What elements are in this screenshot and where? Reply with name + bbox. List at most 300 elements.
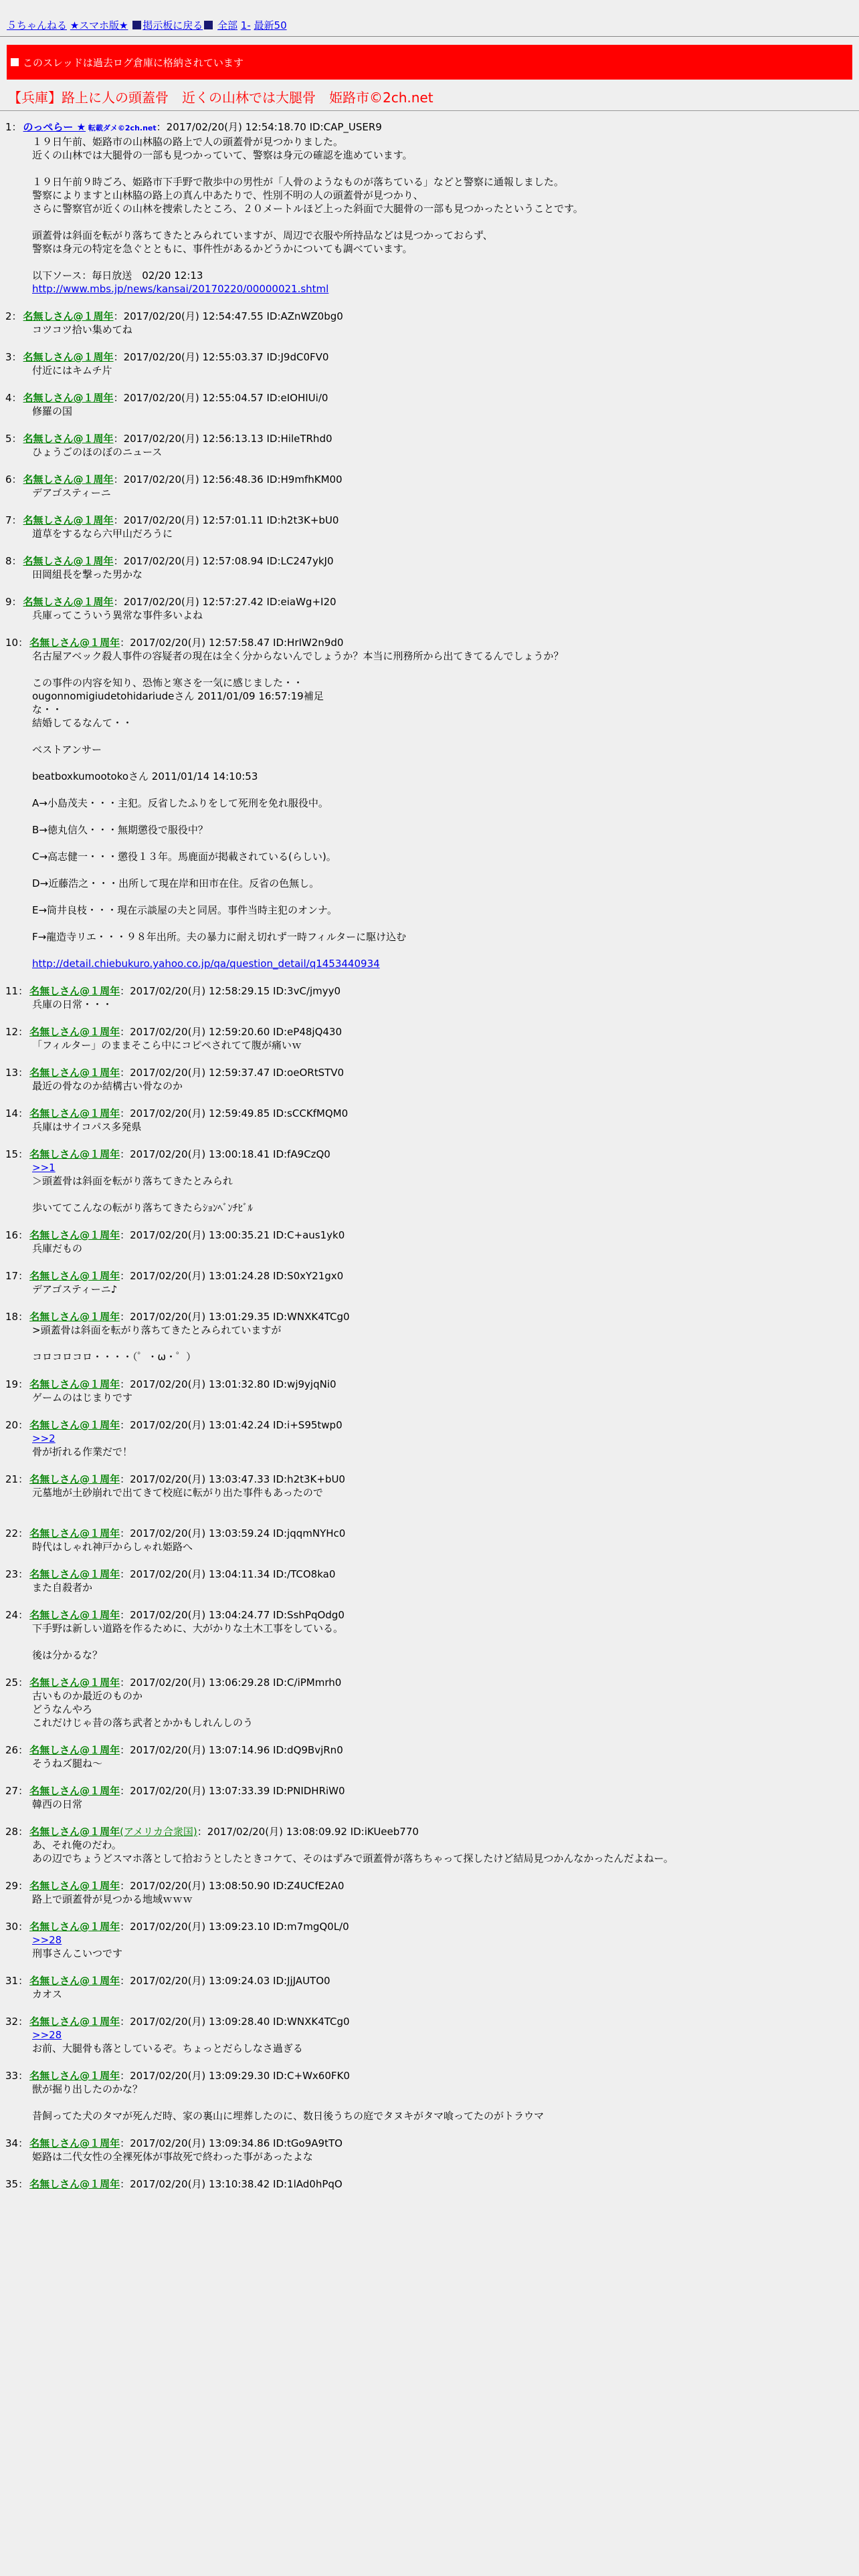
post-text-line: B→徳丸信久・・・無期懲役で服役中？ (32, 824, 208, 836)
post-text-line: 名古屋アベック殺人事件の容疑者の現在は全く分からないんでしょうか？本当に刑務所から出てきてるんでしょうか？ (32, 650, 564, 662)
post-text-line: 歩いててこんなの転がり落ちてきたらｼｮﾝﾍﾞﾝﾁﾋﾞﾙ (32, 1202, 253, 1214)
post-header (5, 2177, 859, 2191)
poster-name[interactable]: 名無しさん@１周年 (29, 1107, 120, 1119)
post-body (5, 2082, 859, 2123)
post-meta: ：2017/02/20(月) 13:01:24.28 ID:S0xY21gx0 (120, 1270, 344, 1282)
post (5, 1568, 859, 1594)
poster-name[interactable]: 名無しさん@１周年 (29, 1785, 120, 1797)
poster-name[interactable]: 名無しさん@１周年 (29, 1527, 120, 1539)
post (5, 1974, 859, 2001)
nav-smartphone-link[interactable]: ★スマホ版★ (70, 19, 128, 31)
post-header (5, 1228, 859, 1242)
post-header (5, 120, 859, 135)
nav-all-link[interactable]: 全部 (217, 19, 237, 31)
post-text-line: C→高志健一・・・懲役１３年。馬鹿面が掲載されている(らしい)。 (32, 851, 337, 863)
post-header (5, 1473, 859, 1486)
post-body (5, 405, 859, 418)
post-number: 12： (5, 1026, 29, 1038)
square-icon (132, 21, 141, 29)
post (5, 1743, 859, 1770)
post (5, 1527, 859, 1553)
post-body (5, 1283, 859, 1296)
post-text-line: 後は分かるな？ (32, 1649, 103, 1661)
post-number: 29： (5, 1880, 29, 1892)
poster-name[interactable]: 名無しさん@１周年 (29, 1378, 120, 1390)
post-text-line: 刑事さんこいつです (32, 1947, 123, 1959)
poster-name[interactable]: 名無しさん@１周年 (29, 1473, 120, 1485)
post-meta: ：2017/02/20(月) 12:56:48.36 ID:H9mfhKM00 (113, 473, 343, 486)
post-meta: ：2017/02/20(月) 13:10:38.42 ID:1lAd0hPqO (120, 2178, 343, 2190)
post-text-line: そうねズ腿ね〜 (32, 1757, 103, 1769)
poster-name[interactable]: 名無しさん@１周年 (23, 473, 114, 486)
post-number: 9： (5, 596, 22, 608)
post (5, 514, 859, 540)
post-text-line (32, 1635, 859, 1648)
post-text-line: >頭蓋骨は斜面を転がり落ちてきたとみられていますが (32, 1324, 282, 1336)
post (5, 1066, 859, 1093)
poster-name[interactable]: 名無しさん@１周年 (29, 985, 120, 997)
post-number: 16： (5, 1229, 29, 1241)
post-text-line: 兵庫の日常・・・ (32, 998, 113, 1010)
poster-name[interactable]: 名無しさん@１周年 (29, 1270, 120, 1282)
post-body (5, 527, 859, 540)
post (5, 2069, 859, 2123)
post-meta: ：2017/02/20(月) 13:01:32.80 ID:wj9yjqNi0 (120, 1378, 337, 1390)
post-number: 18： (5, 1311, 29, 1323)
post-number: 27： (5, 1785, 29, 1797)
post-number: 25： (5, 1677, 29, 1689)
post (5, 1676, 859, 1729)
post-number: 14： (5, 1107, 29, 1119)
post-header (5, 1784, 859, 1798)
post-header (5, 1025, 859, 1039)
post-body (5, 1120, 859, 1134)
post-number: 6： (5, 473, 22, 486)
post-number: 30： (5, 1921, 29, 1933)
post-body (5, 1757, 859, 1770)
post-text-line (32, 944, 859, 957)
post-number: 4： (5, 392, 22, 404)
post-text-line (32, 783, 859, 796)
poster-name[interactable]: 名無しさん@１周年 (29, 2070, 120, 2082)
post-body (5, 2028, 859, 2055)
poster-name[interactable]: 名無しさん@１周年 (29, 1067, 120, 1079)
post-text-line: お前、大腿骨も落としているぞ。ちょっとだらしなさ過ぎる (32, 2042, 303, 2054)
post-meta: ：2017/02/20(月) 12:59:37.47 ID:oeORtSTV0 (120, 1067, 345, 1079)
post-text-line: 昔飼ってた犬のタマが死んだ時、家の裏山に埋葬したのに、数日後うちの庭でタヌキがタマ喰ってたのがトラウマ (32, 2110, 545, 2122)
post-body (5, 649, 859, 970)
post-meta: ：2017/02/20(月) 12:57:08.94 ID:LC247ykJ0 (113, 555, 334, 567)
post-meta: ：2017/02/20(月) 13:06:29.28 ID:C/iPMmrh0 (120, 1677, 342, 1689)
post-header (5, 595, 859, 609)
post-text-line: １９日午前、姫路市の山林脇の路上で人の頭蓋骨が見つかりました。 (32, 136, 344, 148)
post-text-line: コロコロコロ・・・・（゜・ω・゜） (32, 1351, 197, 1363)
source-url-link[interactable]: http://detail.chiebukuro.yahoo.co.jp/qa/question_detail/q1453440934 (32, 958, 380, 970)
post-meta: ：2017/02/20(月) 12:55:04.57 ID:eIOHIUi/0 (113, 392, 328, 404)
thread-title: 【兵庫】路上に人の頭蓋骨 近くの山林では大腿骨 姫路市©2ch.net (8, 90, 434, 106)
post-meta: ：2017/02/20(月) 13:07:33.39 ID:PNIDHRiW0 (120, 1785, 345, 1797)
post-body (5, 1486, 859, 1513)
post (5, 1228, 859, 1255)
post-meta: ：2017/02/20(月) 12:59:49.85 ID:sCCKfMQM0 (120, 1107, 349, 1119)
post-body (5, 1039, 859, 1052)
post-number: 11： (5, 985, 29, 997)
post-body (5, 1079, 859, 1093)
post-text-line: F→龍造寺リエ・・・９８年出所。夫の暴力に耐え切れず一時フィルターに駆け込む (32, 931, 407, 943)
post-number: 5： (5, 433, 22, 445)
post (5, 1825, 859, 1865)
post-header (5, 984, 859, 998)
post-header (5, 1418, 859, 1432)
post-number: 23： (5, 1568, 29, 1580)
nav-5ch-link[interactable]: ５ちゃんねる (7, 19, 68, 31)
post-header (5, 554, 859, 568)
post-body (5, 1540, 859, 1553)
post (5, 1378, 859, 1404)
post-text-line: 警察によりますと山林脇の路上の真ん中あたりで、性別不明の人の頭蓋骨が見つかり、 (32, 189, 423, 201)
post-text-line: 獣が掘り出したのかな？ (32, 2083, 143, 2095)
post-text-line (32, 890, 859, 903)
post (5, 595, 859, 622)
post (5, 120, 859, 296)
post-meta: ：2017/02/20(月) 12:54:47.55 ID:AZnWZ0bg0 (113, 310, 343, 322)
post-number: 31： (5, 1975, 29, 1987)
post-header (5, 2069, 859, 2082)
post-text-line: さらに警察官が近くの山林を捜索したところ、２０メートルほど上った斜面で大腿骨の一部も見つかったということです。 (32, 203, 583, 215)
post-header (5, 1920, 859, 1933)
post-number: 7： (5, 514, 22, 526)
post (5, 432, 859, 459)
post-header (5, 2015, 859, 2028)
post-body (5, 1391, 859, 1404)
post-meta: ：2017/02/20(月) 13:00:18.41 ID:fA9CzQ0 (120, 1148, 330, 1160)
post-body (5, 1893, 859, 1906)
post (5, 2177, 859, 2191)
post-text-line: 骨が折れる作業だで！ (32, 1446, 133, 1458)
post (5, 1879, 859, 1906)
poster-country: (アメリカ合衆国) (120, 1826, 197, 1838)
poster-name[interactable]: のっぺらー ★ (23, 121, 86, 133)
post-number: 26： (5, 1744, 29, 1756)
post-meta: ：2017/02/20(月) 13:03:47.33 ID:h2t3K+bU0 (120, 1473, 345, 1485)
post (5, 2015, 859, 2055)
post (5, 2137, 859, 2163)
post-header (5, 1066, 859, 1079)
post-body (5, 364, 859, 377)
poster-name[interactable]: 名無しさん@１周年 (23, 596, 114, 608)
nav-back-to-board-link[interactable]: 掲示板に戻る (142, 19, 203, 31)
post-header (5, 350, 859, 364)
poster-name[interactable]: 名無しさん@１周年 (23, 514, 114, 526)
post-body (5, 1161, 859, 1214)
poster-name[interactable]: 名無しさん@１周年 (29, 1609, 120, 1621)
post-body (5, 1933, 859, 1960)
post-body (5, 2150, 859, 2163)
poster-name[interactable]: 名無しさん@１周年 (29, 1311, 120, 1323)
post-text-line: デアゴスティーニ♪ (32, 1283, 118, 1295)
reply-anchor-link[interactable]: >>28 (32, 1934, 62, 1946)
post (5, 310, 859, 336)
post-body (5, 568, 859, 581)
post (5, 554, 859, 581)
post-meta: ：2017/02/20(月) 13:09:23.10 ID:m7mgQ0L/0 (120, 1921, 349, 1933)
post-text-line (32, 255, 859, 269)
reply-anchor-link[interactable]: >>1 (32, 1162, 56, 1174)
post-meta: ：2017/02/20(月) 13:08:50.90 ID:Z4UCfE2A0 (120, 1880, 345, 1892)
nav-first-link[interactable]: 1- (240, 19, 251, 31)
post-number: 13： (5, 1067, 29, 1079)
post-header (5, 514, 859, 527)
post-text-line (32, 1499, 859, 1513)
poster-name[interactable]: 名無しさん@１周年 (29, 1826, 120, 1838)
archive-banner (7, 45, 852, 80)
poster-name[interactable]: 名無しさん@１周年 (29, 2178, 120, 2190)
post-header (5, 473, 859, 486)
square-icon (11, 58, 19, 66)
post-text-line: カオス (32, 1988, 62, 2000)
post-body (5, 1689, 859, 1729)
post-text-line: A→小島茂夫・・・主犯。反省したふりをして死刑を免れ服役中。 (32, 797, 328, 809)
post-text-line: E→筒井良枝・・・現在示談屋の夫と同居。事件当時主犯のオンナ。 (32, 904, 337, 916)
post-text-line: コツコツ拾い集めてね (32, 324, 132, 336)
post-meta: ：2017/02/20(月) 12:59:20.60 ID:eP48jQ430 (120, 1026, 343, 1038)
post-header (5, 1527, 859, 1540)
divider (0, 36, 859, 37)
post-text-line (32, 730, 859, 743)
post-body (5, 1581, 859, 1594)
post-meta: ：2017/02/20(月) 13:08:09.92 ID:iKUeeb770 (197, 1826, 419, 1838)
post-text-line: D→近藤浩之・・・出所して現在岸和田市在住。反省の色無し。 (32, 877, 320, 889)
square-icon (204, 21, 213, 29)
post-text-line: また自殺者か (32, 1582, 93, 1594)
post-text-line: 兵庫だもの (32, 1243, 83, 1255)
post-text-line (32, 917, 859, 930)
post (5, 1920, 859, 1960)
post (5, 1148, 859, 1214)
post-list (0, 111, 859, 2191)
post-text-line: ひょうごのほのぼのニュース (32, 446, 163, 458)
post-meta: ：2017/02/20(月) 13:00:35.21 ID:C+aus1yk0 (120, 1229, 345, 1241)
post-meta: ：2017/02/20(月) 13:09:28.40 ID:WNXK4TCg0 (120, 2016, 350, 2028)
poster-name[interactable]: 名無しさん@１周年 (29, 1921, 120, 1933)
post-header (5, 432, 859, 445)
post-body (5, 135, 859, 296)
post-header (5, 1378, 859, 1391)
post-header (5, 1568, 859, 1581)
post-meta: ：2017/02/20(月) 13:09:34.86 ID:tGo9A9tTO (120, 2137, 343, 2149)
post-text-line: ougonnomigiudetohidariudeさん 2011/01/09 16:57:19補足 (32, 690, 324, 702)
post-header (5, 2137, 859, 2150)
nav-latest50-link[interactable]: 最新50 (254, 19, 287, 31)
post-meta: ：2017/02/20(月) 13:04:11.34 ID:/TCO8ka0 (120, 1568, 336, 1580)
poster-name[interactable]: 名無しさん@１周年 (29, 2016, 120, 2028)
post-header (5, 1310, 859, 1323)
post-text-line: 元墓地が土砂崩れで出てきて校庭に転がり出た事件もあったので (32, 1487, 323, 1499)
post (5, 1269, 859, 1296)
post-header (5, 1269, 859, 1283)
post-text-line (32, 162, 859, 175)
poster-name[interactable]: 名無しさん@１周年 (23, 433, 114, 445)
post-text-line (32, 1188, 859, 1201)
post-number: 33： (5, 2070, 29, 2082)
post-text-line: 「フィルター」のままそこら中にコピペされてて腹が痛いｗ (32, 1039, 302, 1051)
post-text-line: どうなんやろ (32, 1703, 93, 1715)
poster-name[interactable]: 名無しさん@１周年 (23, 351, 114, 363)
poster-name[interactable]: 名無しさん@１周年 (29, 1229, 120, 1241)
post (5, 1418, 859, 1459)
post-body (5, 323, 859, 336)
post-meta: ：2017/02/20(月) 13:01:42.24 ID:i+S95twp0 (120, 1419, 343, 1431)
post-header (5, 1879, 859, 1893)
post-body (5, 1242, 859, 1255)
poster-name[interactable]: 名無しさん@１周年 (29, 2137, 120, 2149)
post (5, 350, 859, 377)
post-text-line: 韓西の日常 (32, 1798, 83, 1810)
post-text-line (32, 863, 859, 877)
post-text-line: ゲームのはじまりです (32, 1392, 133, 1404)
poster-name[interactable]: 名無しさん@１周年 (29, 1568, 120, 1580)
post-text-line (32, 663, 859, 676)
poster-name[interactable]: 名無しさん@１周年 (29, 1148, 120, 1160)
post-number: 15： (5, 1148, 29, 1160)
poster-name[interactable]: 名無しさん@１周年 (29, 1026, 120, 1038)
post-header (5, 636, 859, 649)
poster-name[interactable]: 名無しさん@１周年 (29, 1975, 120, 1987)
post-number: 17： (5, 1270, 29, 1282)
post-header (5, 1743, 859, 1757)
post-body (5, 1838, 859, 1865)
post-text-line: デアゴスティーニ (32, 487, 111, 499)
post-text-line: あ、それ俺のだわ。 (32, 1839, 122, 1851)
post-text-line: 頭蓋骨は斜面を転がり落ちてきたとみられていますが、周辺で衣服や所持品などは見つかっておらず、 (32, 229, 493, 241)
post-text-line: ベストアンサー (32, 744, 102, 756)
post-text-line: あの辺でちょうどスマホ落として拾おうとしたときコケて、そのはずみで頭蓋骨が落ちちゃって探したけど結局見つかんなかったんだよねー。 (32, 1852, 674, 1864)
post-text-line: 修羅の国 (32, 405, 73, 417)
post-text-line: 兵庫はサイコパス多発県 (32, 1121, 142, 1133)
post-body (5, 486, 859, 500)
post-text-line: ＞頭蓋骨は斜面を転がり落ちてきたとみられ (32, 1175, 233, 1187)
post-text-line: 近くの山林では大腿骨の一部も見つかっていて、警察は身元の確認を進めています。 (32, 149, 413, 161)
post-text-line: 道草をするなら六甲山だろうに (32, 528, 173, 540)
post (5, 1025, 859, 1052)
post (5, 1784, 859, 1811)
post-text-line: 路上で頭蓋骨が見つかる地域ｗｗｗ (32, 1893, 193, 1905)
post-body (5, 1988, 859, 2001)
post-meta: ：2017/02/20(月) 12:58:29.15 ID:3vC/jmyy0 (120, 985, 341, 997)
post-meta: ：2017/02/20(月) 13:07:14.96 ID:dQ9BvjRn0 (120, 1744, 343, 1756)
post-header (5, 1608, 859, 1622)
poster-name[interactable]: 名無しさん@１周年 (23, 310, 114, 322)
post-body (5, 1323, 859, 1364)
post-number: 1： (5, 121, 22, 133)
reply-anchor-link[interactable]: >>28 (32, 2029, 62, 2041)
post-meta: ：2017/02/20(月) 13:03:59.24 ID:jqqmNYHc0 (120, 1527, 346, 1539)
post-text-line: 古いものか最近のものか (32, 1690, 143, 1702)
post-body (5, 609, 859, 622)
post (5, 1473, 859, 1513)
post-number: 20： (5, 1419, 29, 1431)
post-text-line: 時代はしゃれ神戸からしゃれ姫路へ (32, 1541, 193, 1553)
post-number: 21： (5, 1473, 29, 1485)
post-text-line: beatboxkumootokoさん 2011/01/14 14:10:53 (32, 770, 258, 782)
post-header (5, 1148, 859, 1161)
post (5, 391, 859, 418)
post-body (5, 1798, 859, 1811)
post-text-line (32, 837, 859, 850)
post-body (5, 998, 859, 1011)
post-header (5, 1676, 859, 1689)
post-number: 32： (5, 2016, 29, 2028)
post-text-line: 姫路は二代女性の全裸死体が事故死で終わった事があったよな (32, 2151, 313, 2163)
post-text-line: 付近にはキムチ片 (32, 364, 112, 377)
post-text-line (32, 215, 859, 229)
post-meta: ：2017/02/20(月) 13:01:29.35 ID:WNXK4TCg0 (120, 1311, 350, 1323)
post-meta: ：2017/02/20(月) 12:55:03.37 ID:J9dC0FV0 (113, 351, 329, 363)
post-number: 19： (5, 1378, 29, 1390)
post-body (5, 445, 859, 459)
post-text-line (32, 2096, 859, 2109)
post-header (5, 1825, 859, 1838)
post (5, 636, 859, 970)
archive-banner-text: このスレッドは過去ログ倉庫に格納されています (23, 56, 244, 69)
post-text-line: 最近の骨なのか結構古い骨なのか (32, 1080, 183, 1092)
poster-name[interactable]: 名無しさん@１周年 (23, 555, 114, 567)
post (5, 984, 859, 1011)
post-meta: ：2017/02/20(月) 13:09:29.30 ID:C+Wx60FK0 (120, 2070, 350, 2082)
post-meta: ：2017/02/20(月) 12:56:13.13 ID:HileTRhd0 (113, 433, 332, 445)
post-meta: ：2017/02/20(月) 12:57:01.11 ID:h2t3K+bU0 (113, 514, 339, 526)
poster-tag: 転載ダメ©2ch.net (86, 124, 157, 132)
post-meta: ：2017/02/20(月) 12:54:18.70 ID:CAP_USER9 (156, 121, 382, 133)
post-text-line: な・・ (32, 704, 63, 716)
post-meta: ：2017/02/20(月) 12:57:58.47 ID:HrIW2n9d0 (120, 637, 344, 649)
post-number: 24： (5, 1609, 29, 1621)
post (5, 1310, 859, 1364)
post-meta: ：2017/02/20(月) 13:09:24.03 ID:JjJAUTO0 (120, 1975, 330, 1987)
post-header (5, 1974, 859, 1988)
poster-name[interactable]: 名無しさん@１周年 (29, 1419, 120, 1431)
post-text-line: 田岡組長を撃った男かな (32, 568, 143, 580)
post-header (5, 1107, 859, 1120)
post-text-line (32, 756, 859, 770)
post-body (5, 1432, 859, 1459)
post-text-line: １９日午前９時ごろ、姫路市下手野で散歩中の男性が「人骨のようなものが落ちている」などと警察に通報しました。 (32, 176, 564, 188)
post-number: 3： (5, 351, 22, 363)
post (5, 473, 859, 500)
post-text-line (32, 1337, 859, 1350)
post-header (5, 391, 859, 405)
reply-anchor-link[interactable]: >>2 (32, 1432, 56, 1444)
source-url-link[interactable]: http://www.mbs.jp/news/kansai/20170220/00000021.shtml (32, 283, 329, 295)
poster-name[interactable]: 名無しさん@１周年 (23, 392, 114, 404)
poster-name[interactable]: 名無しさん@１周年 (29, 1744, 120, 1756)
post-text-line: 以下ソース：毎日放送 02/20 12:13 (32, 270, 203, 282)
post-text-line (32, 810, 859, 823)
post-text-line: 下手野は新しい道路を作るために、大がかりな土木工事をしている。 (32, 1622, 344, 1634)
post (5, 1608, 859, 1662)
poster-name[interactable]: 名無しさん@１周年 (29, 1880, 120, 1892)
poster-name[interactable]: 名無しさん@１周年 (29, 637, 120, 649)
post-meta: ：2017/02/20(月) 12:57:27.42 ID:eiaWg+I20 (113, 596, 337, 608)
poster-name[interactable]: 名無しさん@１周年 (29, 1677, 120, 1689)
post-number: 28： (5, 1826, 29, 1838)
post-number: 10： (5, 637, 29, 649)
post-header (5, 310, 859, 323)
post-text-line: これだけじゃ昔の落ち武者とかかもしれんしのう (32, 1717, 254, 1729)
post-text-line: この事件の内容を知り、恐怖と寒さを一気に感じました・・ (32, 677, 304, 689)
post-meta: ：2017/02/20(月) 13:04:24.77 ID:SshPqOdg0 (120, 1609, 345, 1621)
post-body (5, 1622, 859, 1662)
